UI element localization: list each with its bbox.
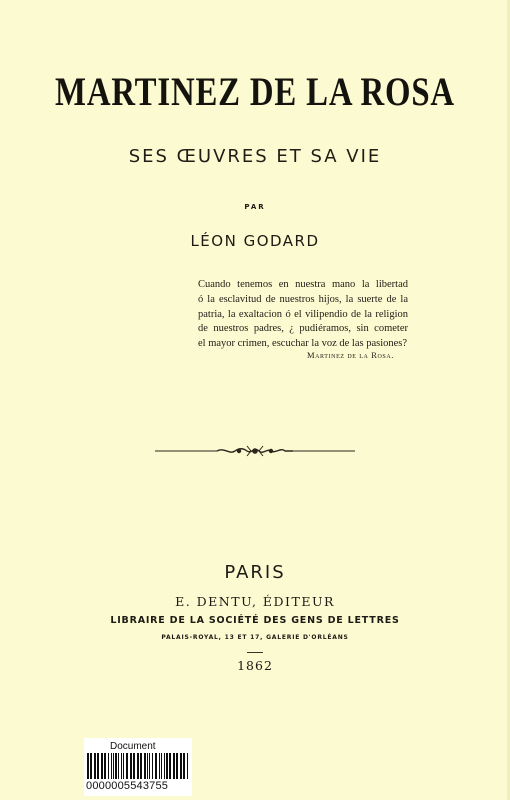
barcode-bar [187, 753, 188, 779]
short-rule [247, 652, 263, 653]
barcode-bar [169, 753, 171, 779]
imprint-publisher: E. DENTU, ÉDITEUR [175, 594, 335, 609]
barcode-bar [164, 753, 165, 779]
epigraph [198, 278, 408, 352]
barcode-bar [130, 753, 132, 779]
barcode-bar [149, 753, 150, 779]
imprint-library: LIBRAIRE DE LA SOCIÉTÉ DES GENS DE LETTRES [110, 615, 400, 626]
barcode-bar [94, 753, 96, 779]
epigraph-line: el mayor crimen, escuchar la voz de las pasiones? [198, 338, 408, 350]
ornament-divider-icon [155, 443, 355, 459]
epigraph-attribution: Martinez de la Rosa. [306, 350, 394, 360]
by-label: PAR [244, 203, 266, 211]
barcode-bar [159, 753, 160, 779]
barcode-bar [166, 753, 168, 779]
barcode-bar [137, 753, 139, 779]
epigraph-line: Cuando tenemos en nuestra mano la libertad [198, 279, 408, 290]
barcode-bar [87, 753, 89, 779]
barcode-bar [121, 753, 122, 779]
barcode-bar [152, 753, 153, 779]
barcode-icon [86, 753, 190, 779]
author-name: LÉON GODARD [190, 232, 320, 250]
epigraph-line: de nuestros padres, ¿ pudiéramos, sin cometer [198, 323, 408, 335]
epigraph-line: patria, la exaltacion ó el vilipendio de la religion [198, 308, 408, 320]
barcode-bar [147, 753, 148, 779]
barcode-bar [183, 753, 185, 779]
barcode-bar [123, 753, 124, 779]
barcode-bar [126, 753, 128, 779]
barcode-bar [173, 753, 175, 779]
epigraph-line: ó la esclavitud de nuestros hijos, la suerte de la [198, 293, 408, 305]
barcode-bar [144, 753, 146, 779]
barcode-bar [90, 753, 92, 779]
book-title: MARTINEZ DE LA ROSA [55, 69, 455, 114]
barcode-bar [180, 753, 182, 779]
barcode-bar [133, 753, 135, 779]
barcode-bar [101, 753, 103, 779]
barcode-bar [113, 753, 114, 779]
barcode-bar [155, 753, 157, 779]
barcode-bar [161, 753, 162, 779]
barcode-bar [118, 753, 119, 779]
imprint-address: PALAIS-ROYAL, 13 ET 17, GALERIE D'ORLÉANS [161, 634, 349, 641]
barcode-bar [111, 753, 112, 779]
barcode-bar [140, 753, 142, 779]
barcode-document-label: Document [110, 741, 156, 752]
barcode-bar [104, 753, 106, 779]
imprint-year: 1862 [237, 658, 273, 673]
barcode-bar [108, 753, 109, 779]
imprint-city: PARIS [224, 562, 286, 583]
barcode-bar [176, 753, 178, 779]
barcode-number: 0000005543755 [86, 780, 169, 792]
book-subtitle: SES ŒUVRES ET SA VIE [128, 146, 382, 167]
barcode-bar [97, 753, 99, 779]
barcode-bar [115, 753, 117, 779]
